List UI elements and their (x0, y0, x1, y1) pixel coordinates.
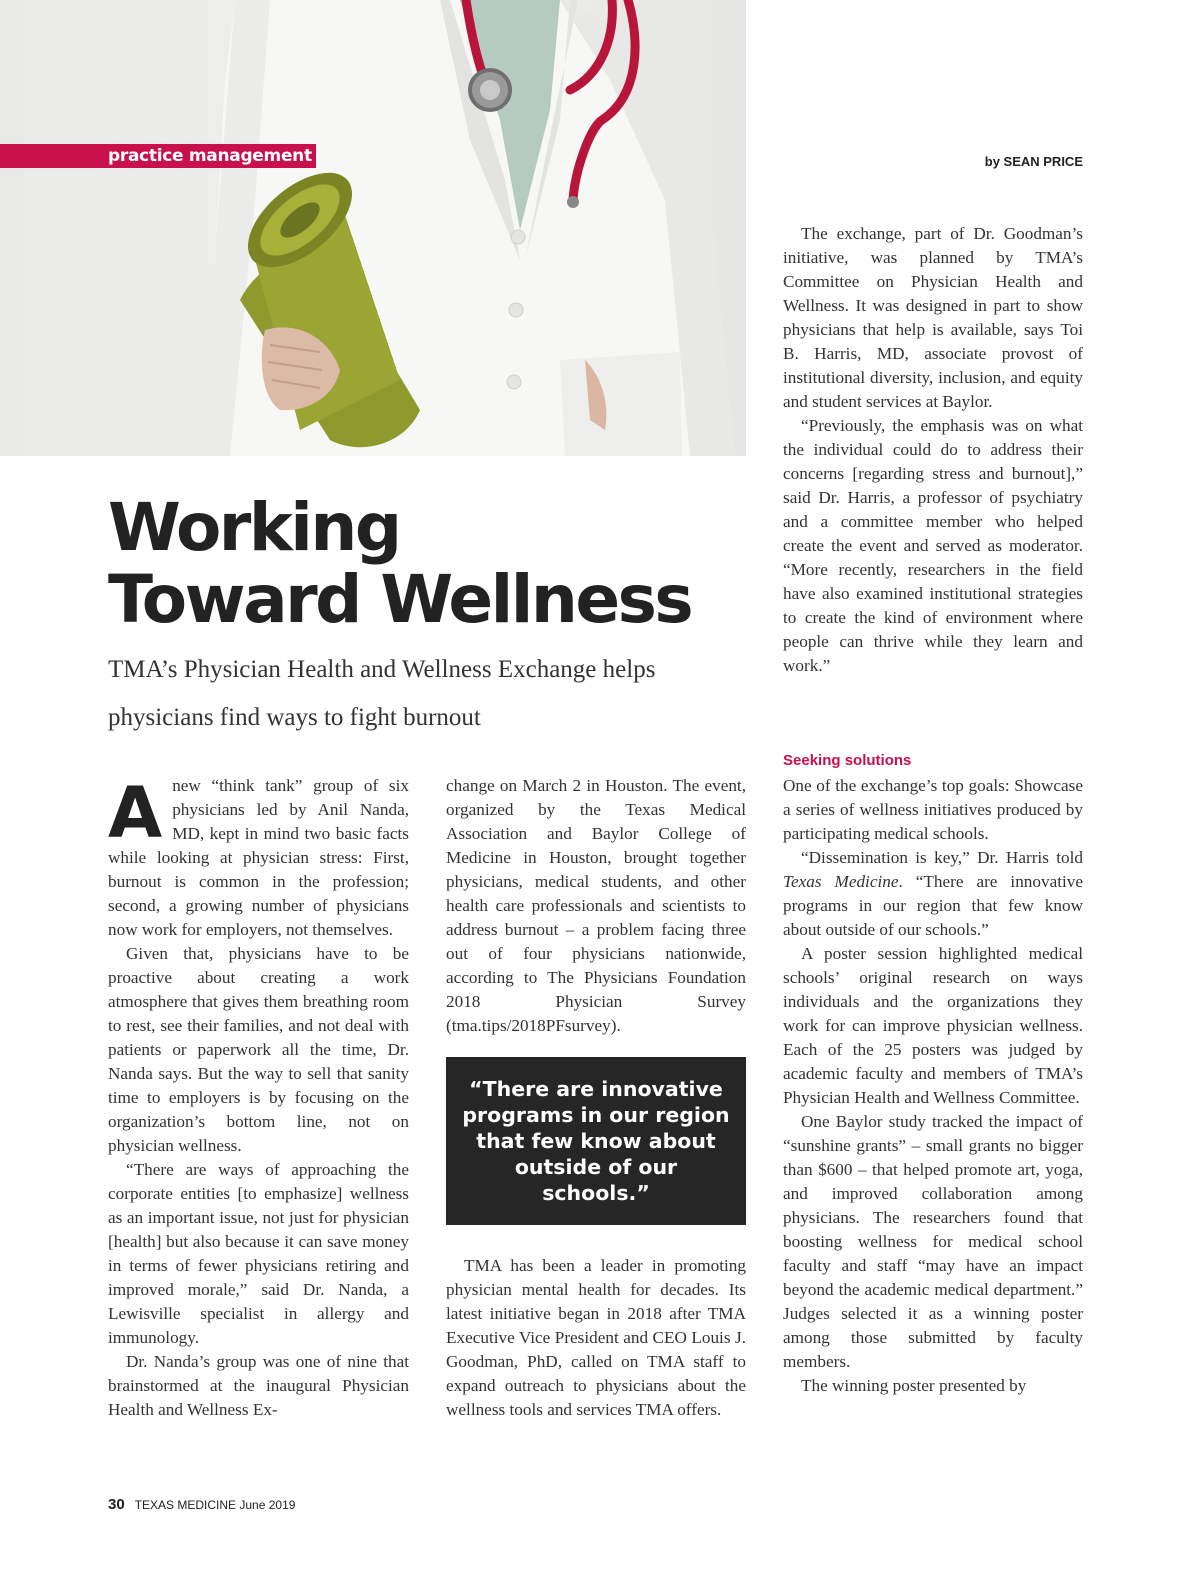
article-column-2-top (446, 774, 746, 1038)
article-column-3-bottom (783, 774, 1083, 1398)
paragraph: Dr. Nanda’s group was one of nine that brainstormed at the inaugural Physician Health and Wellness Ex- (108, 1352, 409, 1419)
headline-line-1: Working (108, 489, 400, 566)
article-column-3-top (783, 222, 1083, 678)
paragraph: “There are ways of approaching the corporate entities [to emphasize] wellness as an important issue, not just for physician [health] but also because it can save money in terms of fewer physicians retiring and improved morale,” said Dr. Nanda, a Lewisville specialist in allergy and immunology. (108, 1160, 409, 1347)
headline-line-2: Toward Wellness (108, 561, 692, 638)
hero-photo (0, 0, 746, 456)
headline (108, 489, 728, 638)
paragraph-text: “Dissemination is key,” Dr. Harris told (801, 848, 1083, 867)
subhead-seeking-solutions: Seeking solutions (783, 752, 912, 769)
paragraph: Given that, physicians have to be proactive about creating a work atmosphere that gives them breathing room to rest, see their families, and not deal with patients or paperwork all the time, Dr. Nanda says. But the way to sell that sanity time to employers is by focusing on the organization’s bottom line, not on physician wellness. (108, 944, 409, 1155)
paragraph: A poster session highlighted medical schools’ original research on ways individuals and the organizations they work for can improve physician wellness. Each of the 25 posters was judged by academic faculty and members of TMA’s Physician Health and Wellness Committee. (783, 944, 1083, 1107)
pull-quote (446, 1057, 746, 1225)
paragraph (108, 774, 409, 942)
publication-name: Texas Medicine (783, 872, 899, 891)
paragraph: The exchange, part of Dr. Goodman’s initiative, was planned by TMA’s Committee on Physician Health and Wellness. It was designed in part to show physicians that help is available, says Toi B. Harris, MD, associate provost of institutional diversity, inclusion, and equity and student services at Baylor. (783, 224, 1083, 411)
paragraph-text: . “There are innovative programs in our region that few know about outside of our schools.” (783, 872, 1083, 939)
paragraph-text: new “think tank” group of six physicians led by Anil Nanda, MD, kept in mind two basic facts while looking at physician stress: First, burnout is common in the profession; second, a growing number of physicians now work for employers, not themselves. (108, 776, 409, 939)
article-column-2-bottom (446, 1254, 746, 1422)
paragraph: One of the exchange’s top goals: Showcase a series of wellness initiatives produced by participating medical schools. (783, 776, 1083, 843)
publication-info: TEXAS MEDICINE June 2019 (134, 1498, 296, 1512)
deck-subtitle: TMA’s Physician Health and Wellness Exchange helps physicians find ways to fight burnout (108, 656, 656, 731)
page-footer (108, 1496, 295, 1513)
paragraph: One Baylor study tracked the impact of “sunshine grants” – small grants no bigger than $600 – that helped promote art, yoga, and improved collaboration among physicians. The researchers found that boosting wellness for medical school faculty and staff “may have an impact beyond the academic medical department.” Judges selected it as a winning poster among those submitted by faculty members. (783, 1112, 1083, 1371)
page-number: 30 (108, 1496, 125, 1513)
paragraph: change on March 2 in Houston. The event, organized by the Texas Medical Association and Baylor College of Medicine in Houston, brought together physicians, medical students, and other health care professionals and scientists to address burnout – a problem facing three out of four physicians nationwide, according to The Physicians Foundation 2018 Physician Survey (tma.tips/2018PFsurvey). (446, 776, 746, 1035)
doctor-illustration (0, 0, 746, 456)
byline: by SEAN PRICE (984, 154, 1083, 169)
pull-quote-text: “There are innovative programs in our region that few know about outside of our schools.” (462, 1077, 730, 1205)
paragraph: “Previously, the emphasis was on what the individual could do to address their concerns [regarding stress and burnout],” said Dr. Harris, a professor of psychiatry and a committee member who helped create the event and served as moderator. “More recently, researchers in the field have also examined institutional strategies to create the kind of environment where people can thrive while they learn and work.” (783, 416, 1083, 675)
paragraph: TMA has been a leader in promoting physician mental health for decades. Its latest initiative began in 2018 after TMA Executive Vice President and CEO Louis J. Goodman, PhD, called on TMA staff to expand outreach to physicians about the wellness tools and services TMA offers. (446, 1256, 746, 1419)
section-label: practice management (108, 146, 312, 166)
paragraph: The winning poster presented by (801, 1376, 1027, 1395)
article-column-1 (108, 774, 409, 1422)
drop-cap: A (108, 772, 163, 854)
paragraph (783, 846, 1083, 942)
